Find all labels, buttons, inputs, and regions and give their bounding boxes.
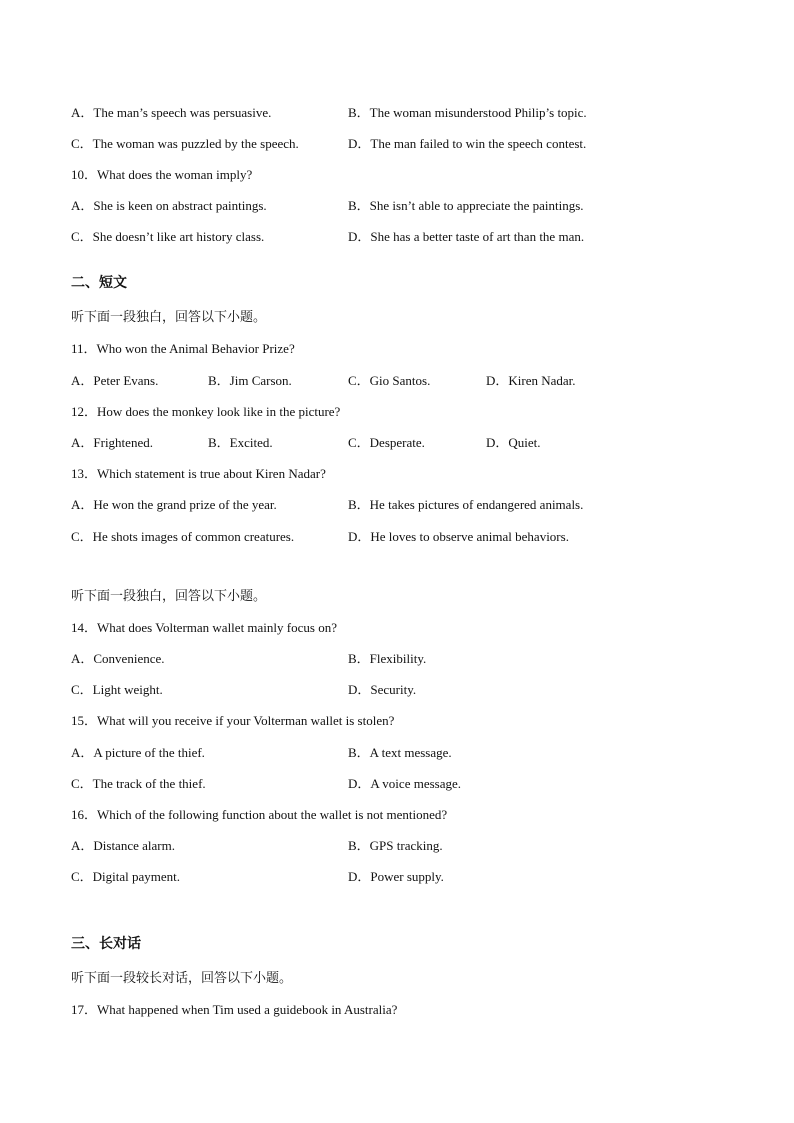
q10-option-d: D．She has a better taste of art than the man. <box>348 229 585 244</box>
q17-stem: 17．What happened when Tim used a guidebook in Australia? <box>71 1002 398 1017</box>
q16-option-d: D．Power supply. <box>348 869 444 884</box>
q13-option-a: A．He won the grand prize of the year. <box>71 497 277 512</box>
q13-option-b: B．He takes pictures of endangered animals. <box>348 497 584 512</box>
section-2-instruction-2: 听下面一段独白，回答以下小题。 <box>71 589 267 604</box>
q13-option-c: C．He shots images of common creatures. <box>71 529 295 544</box>
q9-option-a: A．The man’s speech was persuasive. <box>71 105 272 120</box>
section-2-instruction-1: 听下面一段独白，回答以下小题。 <box>71 310 267 325</box>
q14-option-c: C．Light weight. <box>71 682 163 697</box>
q10-stem: 10．What does the woman imply? <box>71 167 253 182</box>
q15-option-a: A．A picture of the thief. <box>71 745 205 760</box>
section-3-instruction: 听下面一段较长对话，回答以下小题。 <box>71 971 293 986</box>
q16-option-c: C．Digital payment. <box>71 869 181 884</box>
q12-option-c: C．Desperate. <box>348 435 425 450</box>
q9-option-c: C．The woman was puzzled by the speech. <box>71 136 299 151</box>
q11-option-d: D．Kiren Nadar. <box>486 373 576 388</box>
q11-option-c: C．Gio Santos. <box>348 373 431 388</box>
section-3-heading: 三、长对话 <box>71 936 141 952</box>
q14-stem: 14．What does Volterman wallet mainly focus on? <box>71 620 337 635</box>
q11-stem: 11．Who won the Animal Behavior Prize? <box>71 341 295 356</box>
q15-stem: 15．What will you receive if your Volterman wallet is stolen? <box>71 713 395 728</box>
q15-option-d: D．A voice message. <box>348 776 462 791</box>
q16-option-a: A．Distance alarm. <box>71 838 175 853</box>
q15-option-b: B．A text message. <box>348 745 452 760</box>
q14-option-d: D．Security. <box>348 682 417 697</box>
q10-option-c: C．She doesn’t like art history class. <box>71 229 265 244</box>
q15-option-c: C．The track of the thief. <box>71 776 206 791</box>
q12-option-b: B．Excited. <box>208 435 273 450</box>
q14-option-b: B．Flexibility. <box>348 651 427 666</box>
q10-option-b: B．She isn’t able to appreciate the paintings. <box>348 198 584 213</box>
q10-option-a: A．She is keen on abstract paintings. <box>71 198 267 213</box>
q12-stem: 12．How does the monkey look like in the picture? <box>71 404 341 419</box>
q9-option-b: B．The woman misunderstood Philip’s topic. <box>348 105 587 120</box>
q13-stem: 13．Which statement is true about Kiren Nadar? <box>71 466 326 481</box>
q12-option-a: A．Frightened. <box>71 435 153 450</box>
q12-option-d: D．Quiet. <box>486 435 541 450</box>
q13-option-d: D．He loves to observe animal behaviors. <box>348 529 569 544</box>
q14-option-a: A．Convenience. <box>71 651 165 666</box>
q11-option-b: B．Jim Carson. <box>208 373 292 388</box>
q16-stem: 16．Which of the following function about the wallet is not mentioned? <box>71 807 448 822</box>
q9-option-d: D．The man failed to win the speech contest. <box>348 136 587 151</box>
section-2-heading: 二、短文 <box>71 275 127 291</box>
q11-option-a: A．Peter Evans. <box>71 373 159 388</box>
q16-option-b: B．GPS tracking. <box>348 838 443 853</box>
